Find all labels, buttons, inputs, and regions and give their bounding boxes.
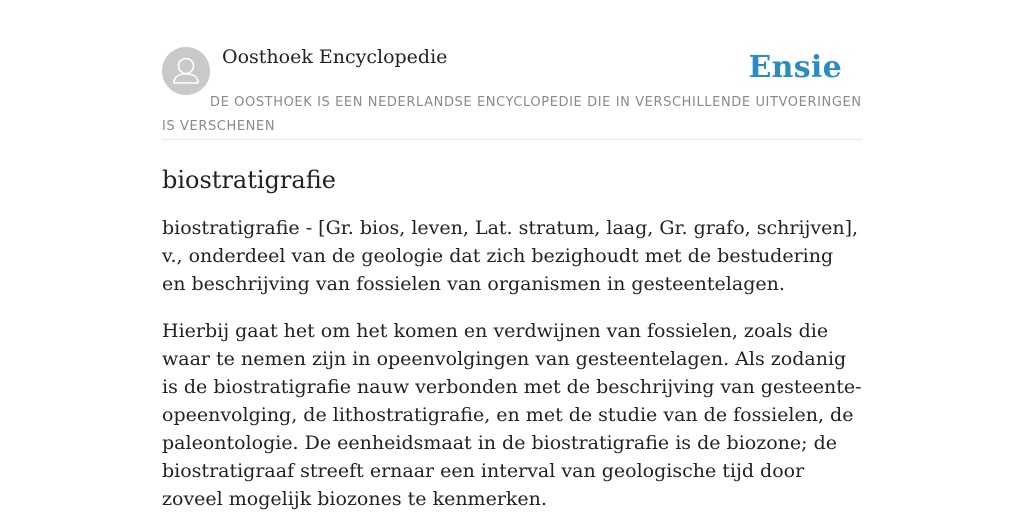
page-header <box>162 0 862 140</box>
article-title: biostratigrafie <box>162 166 336 194</box>
user-avatar-icon[interactable] <box>162 47 210 95</box>
article-paragraph: Hierbij gaat het om het komen en verdwijnen van fossielen, zoals die waar te nemen zijn in opeenvolgingen van gesteentelagen. Als zodanig is de biostratigrafie nauw verbonden met de beschrijving van gesteente-opeenvolging, de lithostratigrafie, en met de studie van de fossielen, de paleontologie. De eenheidsmaat in de biostratigrafie is de biozone; de biostratigraaf streeft ernaar een interval van geologische tijd door zoveel mogelijk biozones te kenmerken. <box>162 320 862 510</box>
brand-logo[interactable]: Ensie <box>748 50 842 85</box>
source-name-link[interactable]: Oosthoek Encyclopedie <box>222 46 448 68</box>
article-paragraph: biostratigrafie - [Gr. bios, leven, Lat. stratum, laag, Gr. grafo, schrijven], v., onderdeel van de geologie dat zich bezighoudt met de bestudering en beschrijving van fossielen van organismen in gesteentelagen. <box>162 217 859 295</box>
page-content <box>162 0 862 513</box>
source-description: DE OOSTHOEK IS EEN NEDERLANDSE ENCYCLOPEDIE DIE IN VERSCHILLENDE UITVOERINGEN IS VERSCHENEN <box>162 95 862 134</box>
